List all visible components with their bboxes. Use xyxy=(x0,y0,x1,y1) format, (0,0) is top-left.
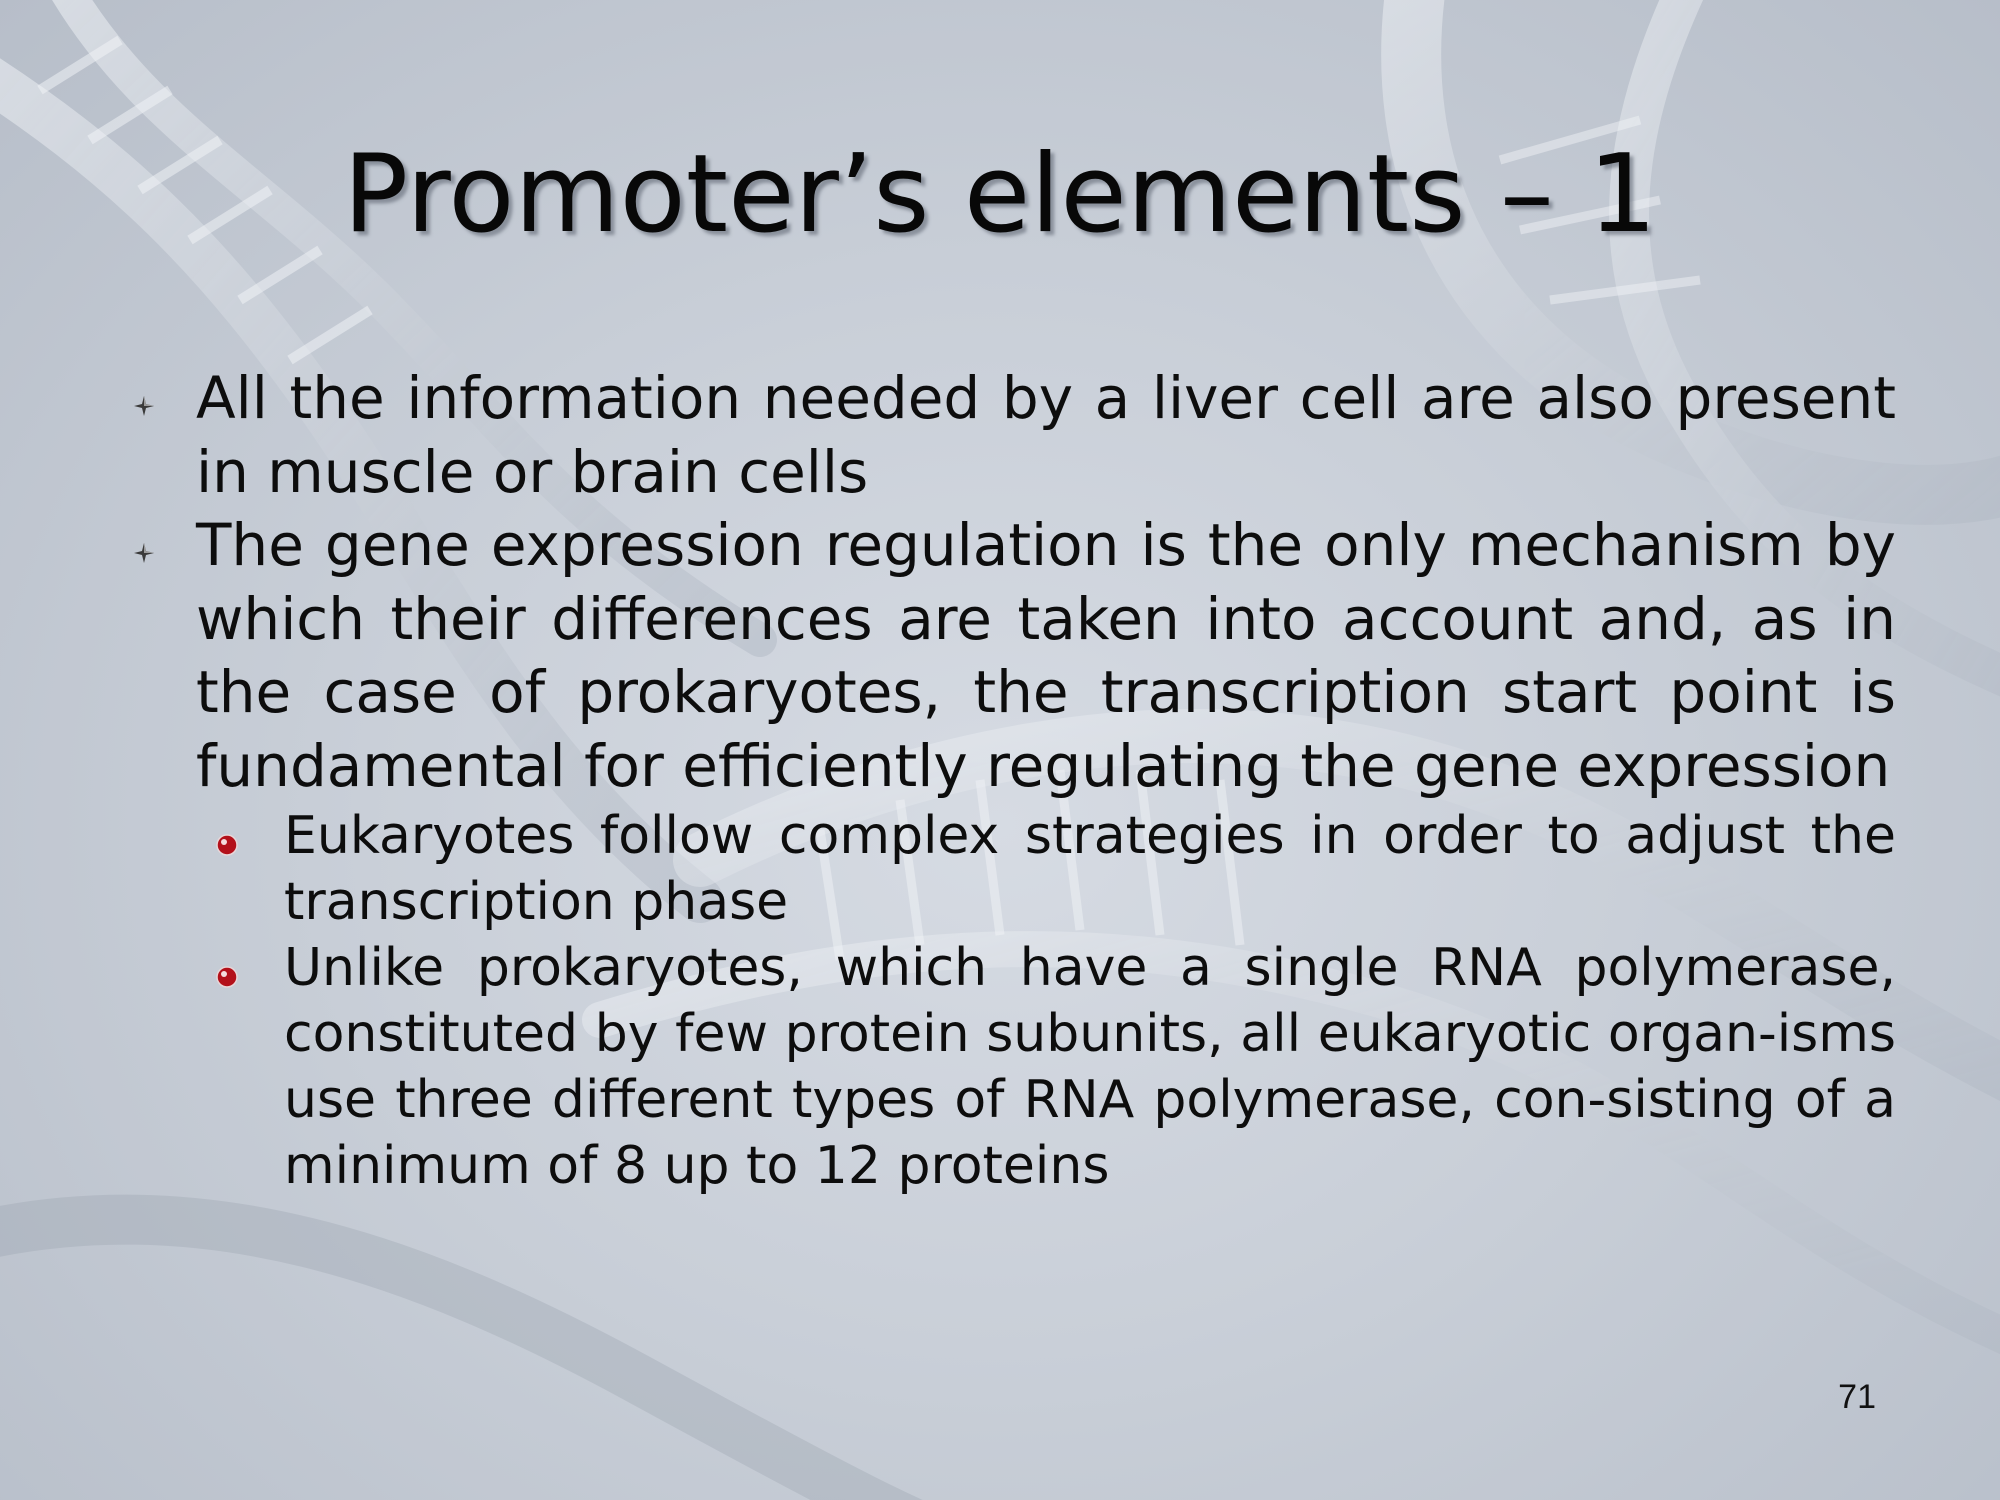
page-number: 71 xyxy=(1838,1378,1876,1416)
four-point-star-icon xyxy=(134,543,154,563)
sub-bullet-item xyxy=(216,935,1896,1199)
red-ball-icon xyxy=(216,834,238,856)
sub-bullet-text: Unlike prokaryotes, which have a single RNA polymerase, constituted by few protein subunits, all eukaryotic organ-isms use three different types of RNA polymerase, con-sisting of a minimum of 8 up to 12 proteins xyxy=(284,938,1896,1196)
four-point-star-icon xyxy=(134,396,154,416)
red-ball-icon xyxy=(216,966,238,988)
sub-bullet-text: Eukaryotes follow complex strategies in order to adjust the transcription phase xyxy=(284,806,1896,932)
bullet-text: The gene expression regulation is the only mechanism by which their differences are taken into account and, as in the case of prokaryotes, the transcription start point is fundamental for efficiently regulating the gene expression xyxy=(196,511,1896,800)
slide-title: Promoter’s elements – 1 xyxy=(343,132,1657,257)
bullet-item xyxy=(128,362,1896,509)
bullet-list xyxy=(128,362,1896,1199)
sub-bullet-item xyxy=(216,803,1896,935)
bullet-item xyxy=(128,509,1896,803)
bullet-text: All the information needed by a liver cell are also present in muscle or brain cells xyxy=(196,364,1896,506)
